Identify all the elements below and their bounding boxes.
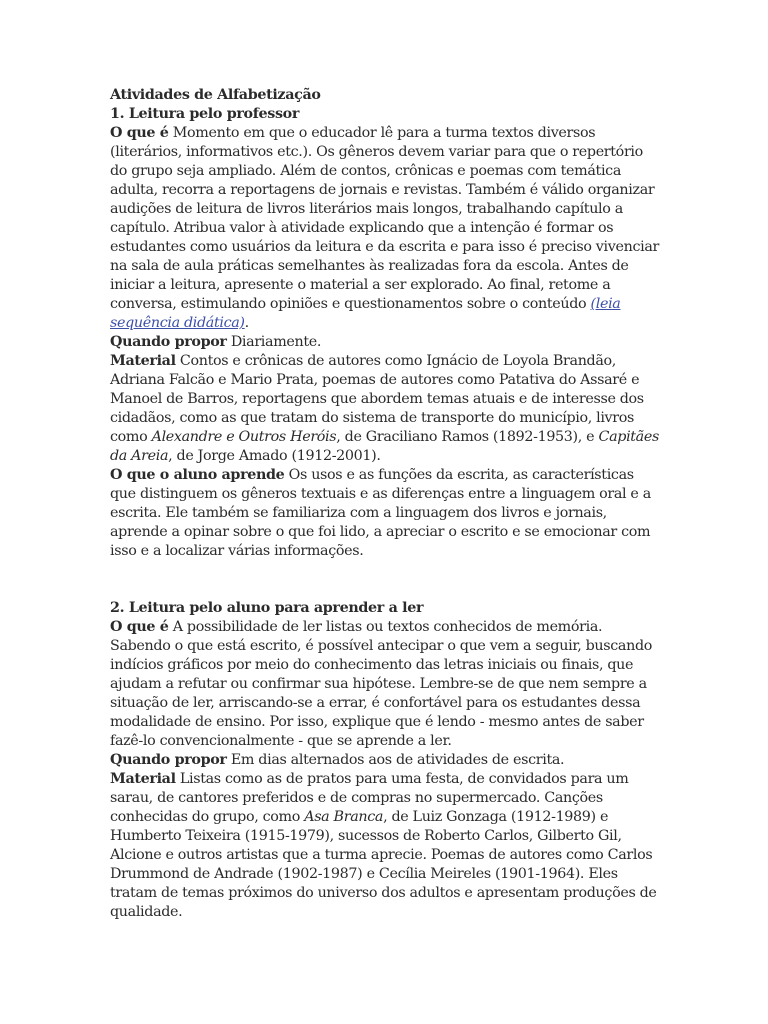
paragraph-learn: [110, 466, 662, 561]
text-what-is: A possibilidade de ler listas ou textos conhecidos de memória. Sabendo o que está escrito, é possível antecipar o que vem a seguir, buscando indícios gráficos por meio do conhecimento das letras iniciais ou finais, que ajudam a refutar ou confirmar sua hipótese. Lembre-se de que nem sempre a situação de ler, arriscando-se a errar, é confortável para os estudantes dessa modalidade de ensino. Por isso, explique que é lendo - mesmo antes de saber fazê-lo convencionalmente - que se aprende a ler.: [110, 619, 653, 749]
text-period: .: [244, 315, 249, 331]
label-material: Material: [110, 771, 176, 787]
section-leitura-pelo-professor: [110, 105, 662, 561]
section-gap: [110, 561, 662, 599]
label-when: Quando propor: [110, 752, 227, 768]
paragraph-when: [110, 751, 662, 770]
text-material-3: , de Jorge Amado (1912-2001).: [168, 448, 381, 464]
link-sequencia-didatica[interactable]: (leia sequência didática): [110, 296, 621, 331]
paragraph-material: [110, 352, 662, 466]
paragraph-material: [110, 770, 662, 922]
book-title-capitaes: Capitães da Areia: [110, 429, 659, 464]
label-when: Quando propor: [110, 334, 227, 350]
section-heading: 2. Leitura pelo aluno para aprender a ler: [110, 600, 424, 616]
text-learn: Os usos e as funções da escrita, as características que distinguem os gêneros textuais e as diferenças entre a linguagem oral e a escrita. Ele também se familiariza com a linguagem dos livros e jornais, aprende a opinar sobre o que foi lido, a apreciar o escrito e se emocionar com isso e a localizar várias informações.: [110, 467, 651, 559]
paragraph-what-is: [110, 618, 662, 751]
text-what-is: Momento em que o educador lê para a turma textos diversos (literários, informativos etc.). Os gêneros devem variar para que o repertório do grupo seja ampliado. Além de contos, crônicas e poemas com temática adulta, recorra a reportagens de jornais e revistas. Também é válido organizar audições de leitura de livros literários mais longos, trabalhando capítulo a capítulo. Atribua valor à atividade explicando que a intenção é formar os estudantes como usuários da leitura e da escrita e para isso é preciso vivenciar na sala de aula práticas semelhantes às realizadas fora da escola. Antes de iniciar a leitura, apresente o material a ser explorado. Ao final, retome a conversa, estimulando opiniões e questionamentos sobre o conteúdo: [110, 125, 659, 312]
text-when: Diariamente.: [230, 334, 322, 350]
label-learn: O que o aluno aprende: [110, 467, 285, 483]
section-heading: 1. Leitura pelo professor: [110, 106, 300, 122]
paragraph-when: [110, 333, 662, 352]
label-material: Material: [110, 353, 176, 369]
label-what-is: O que é: [110, 125, 169, 141]
section-leitura-pelo-aluno: [110, 599, 662, 922]
document-page: [110, 86, 662, 922]
paragraph-what-is: [110, 124, 662, 333]
text-material-1: Listas como as de pratos para uma festa, de convidados para um sarau, de cantores preferidos e de compras no supermercado. Canções conhecidas do grupo, como: [110, 771, 629, 825]
label-what-is: O que é: [110, 619, 169, 635]
text-material-2: , de Graciliano Ramos (1892-1953), e: [336, 429, 595, 445]
text-material-1: Contos e crônicas de autores como Ignácio de Loyola Brandão, Adriana Falcão e Mario Prata, poemas de autores como Patativa do Assaré e Manoel de Barros, reportagens que abordem temas atuais e de interesse dos cidadãos, como as que tratam do sistema de transporte do município, livros como: [110, 353, 644, 445]
text-material-2: , de Luiz Gonzaga (1912-1989) e Humberto Teixeira (1915-1979), sucessos de Roberto Carlos, Gilberto Gil, Alcione e outros artistas que a turma aprecie. Poemas de autores como Carlos Drummond de Andrade (1902-1987) e Cecília Meireles (1901-1964). Eles tratam de temas próximos do universo dos adultos e apresentam produções de qualidade.: [110, 809, 657, 920]
song-title-asa-branca: Asa Branca: [304, 809, 384, 825]
text-when: Em dias alternados aos de atividades de escrita.: [230, 752, 565, 768]
book-title-alexandre: Alexandre e Outros Heróis: [151, 429, 337, 445]
document-title: Atividades de Alfabetização: [110, 87, 321, 103]
